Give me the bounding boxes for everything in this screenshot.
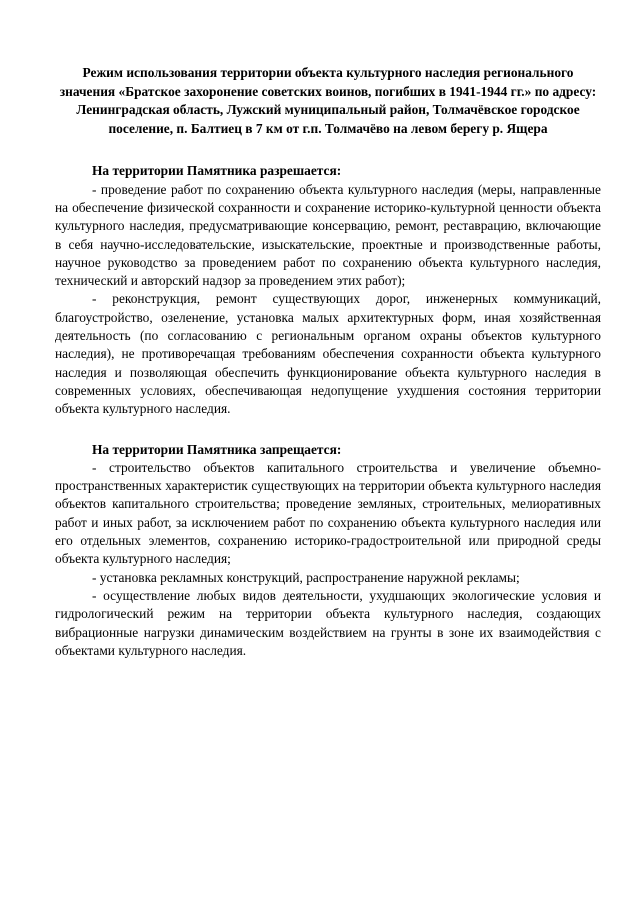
section-heading-permitted: На территории Памятника разрешается: [92, 163, 342, 179]
prohibited-paragraph-2: - установка рекламных конструкций, распространение наружной рекламы; [92, 569, 520, 585]
document-page [55, 64, 601, 660]
permitted-paragraph-2: - реконструкция, ремонт существующих дорог, инженерных коммуникаций, благоустройство, озеленение, установка малых архитектурных форм, иная хозяйственная деятельность (по согласованию с региональным органом охраны объектов культурного наследия), не противоречащая требованиям обеспечения сохранности объекта культурного наследия и позволяющая обеспечить функционирование объекта культурного наследия в современных условиях, обеспечивающая недопущение ухудшения состояния территории объекта культурного наследия. [55, 291, 601, 417]
document-title: Режим использования территории объекта культурного наследия регионального значения «Братское захоронение советских воинов, погибших в 1941-1944 гг.» по адресу: Ленинградская область, Лужский муниципальный район, Толмачёвское городское поселение, п. Балтиец в 7 км от г.п. Толмачёво на левом берегу р. Ящера [59, 65, 597, 136]
prohibited-paragraph-1: - строительство объектов капитального строительства и увеличение объемно-пространственных характеристик существующих на территории объекта культурного наследия объектов капитального строительства; проведение земляных, строительных, мелиоративных работ и иных работ, за исключением работ по сохранению объекта культурного наследия или его отдельных элементов, сохранению историко-градостроительной или природной среды объекта культурного наследия; [55, 459, 601, 567]
prohibited-paragraph-3: - осуществление любых видов деятельности, ухудшающих экологические условия и гидрологический режим на территории объекта культурного наследия, создающих вибрационные нагрузки динамическим воздействием на грунты в зоне их взаимодействия с объектами культурного наследия. [55, 587, 601, 658]
section-heading-prohibited: На территории Памятника запрещается: [92, 441, 342, 457]
section-permitted [55, 162, 601, 418]
permitted-paragraph-1: - проведение работ по сохранению объекта культурного наследия (меры, направленные на обеспечение физической сохранности и сохранение историко-культурной ценности объекта культурного наследия, предусматривающие консервацию, ремонт, реставрацию, включающие в себя научно-исследовательские, изыскательские, проектные и производственные работы, научное руководство за проведением работ по сохранению объекта культурного наследия, технический и авторский надзор за проведением этих работ); [55, 181, 601, 289]
section-prohibited [55, 441, 601, 661]
